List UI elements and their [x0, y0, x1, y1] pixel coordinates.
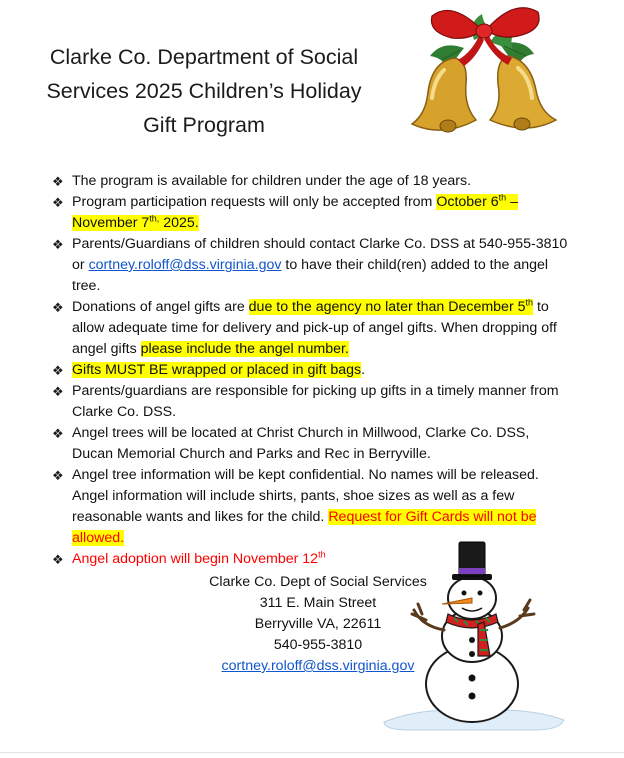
title-line-2: Services 2025 Children’s Holiday	[46, 79, 362, 103]
list-item: ❖ Program participation requests will only be accepted from October 6th – November $7^{th,}$ 2025.	[52, 192, 518, 231]
highlighted-angel-number: please include the angel number.	[140, 341, 349, 357]
contact-org: Clarke Co. Dept of Social Services	[209, 574, 427, 590]
adoption-start-date: Angel adoption will begin November 12th	[72, 549, 326, 567]
highlighted-dates: October 6th – November $7^{th,}$ 2025.	[72, 192, 518, 231]
diamond-bullet-icon: ❖	[52, 468, 64, 483]
diamond-bullet-icon: ❖	[52, 552, 64, 567]
contact-phone: 540-955-3810	[273, 637, 363, 653]
diamond-bullet-icon: ❖	[52, 426, 64, 441]
list-item: ❖ Donations of angel gifts are due to the agency no later than December 5th to allow adequate time for delivery and pick-up of angel gifts. When dropping off angel gifts please include the angel number.	[52, 297, 557, 357]
contact-email-link[interactable]: cortney.roloff@dss.virginia.gov	[221, 658, 415, 674]
list-item: ❖ Parents/guardians are responsible for picking up gifts in a timely manner from Clarke Co. DSS.	[52, 383, 559, 420]
list-item: ❖ Parents/Guardians of children should contact Clarke Co. DSS at 540-955-3810 or cortney.roloff@dss.virginia.gov to have their child(ren) added to the angel tree.	[52, 236, 568, 294]
highlighted-deadline: due to the agency no later than December 5th	[248, 297, 534, 315]
title-line-1: Clarke Co. Department of Social	[49, 45, 359, 69]
contact-city: Berryville VA, 22611	[254, 616, 382, 632]
left-bell	[412, 58, 476, 132]
highlighted-wrapping-rule: Gifts MUST BE wrapped or placed in gift bags	[72, 362, 362, 378]
program-details-list	[52, 171, 572, 570]
page-bottom-divider	[0, 752, 624, 753]
diamond-bullet-icon: ❖	[52, 300, 64, 315]
list-item: ❖ Angel trees will be located at Christ Church in Millwood, Clarke Co. DSS, Ducan Memorial Church and Parks and Rec in Berryville.	[52, 425, 530, 462]
diamond-bullet-icon: ❖	[52, 174, 64, 189]
diamond-bullet-icon: ❖	[52, 363, 64, 378]
contact-street: 311 E. Main Street	[259, 595, 377, 611]
christmas-bells-icon	[404, 0, 564, 150]
list-item: ❖ The program is available for children under the age of 18 years.	[52, 171, 572, 192]
right-bell	[490, 56, 556, 130]
email-link[interactable]: cortney.roloff@dss.virginia.gov	[88, 257, 282, 273]
snowman-icon	[382, 538, 566, 732]
page-title	[24, 40, 384, 142]
list-item: ❖ Angel tree information will be kept confidential. No names will be released. Angel information will include shirts, pants, shoe sizes as well as a few reasonable wants and likes for the child. Request for Gift Cards will not be allowed.	[52, 467, 539, 546]
diamond-bullet-icon: ❖	[52, 195, 64, 210]
title-line-3: Gift Program	[143, 113, 265, 137]
gift-card-warning: Request for Gift Cards will not be allowed.	[72, 509, 537, 546]
list-item: ❖ Gifts MUST BE wrapped or placed in gift bags.	[52, 360, 572, 381]
diamond-bullet-icon: ❖	[52, 384, 64, 399]
diamond-bullet-icon: ❖	[52, 237, 64, 252]
